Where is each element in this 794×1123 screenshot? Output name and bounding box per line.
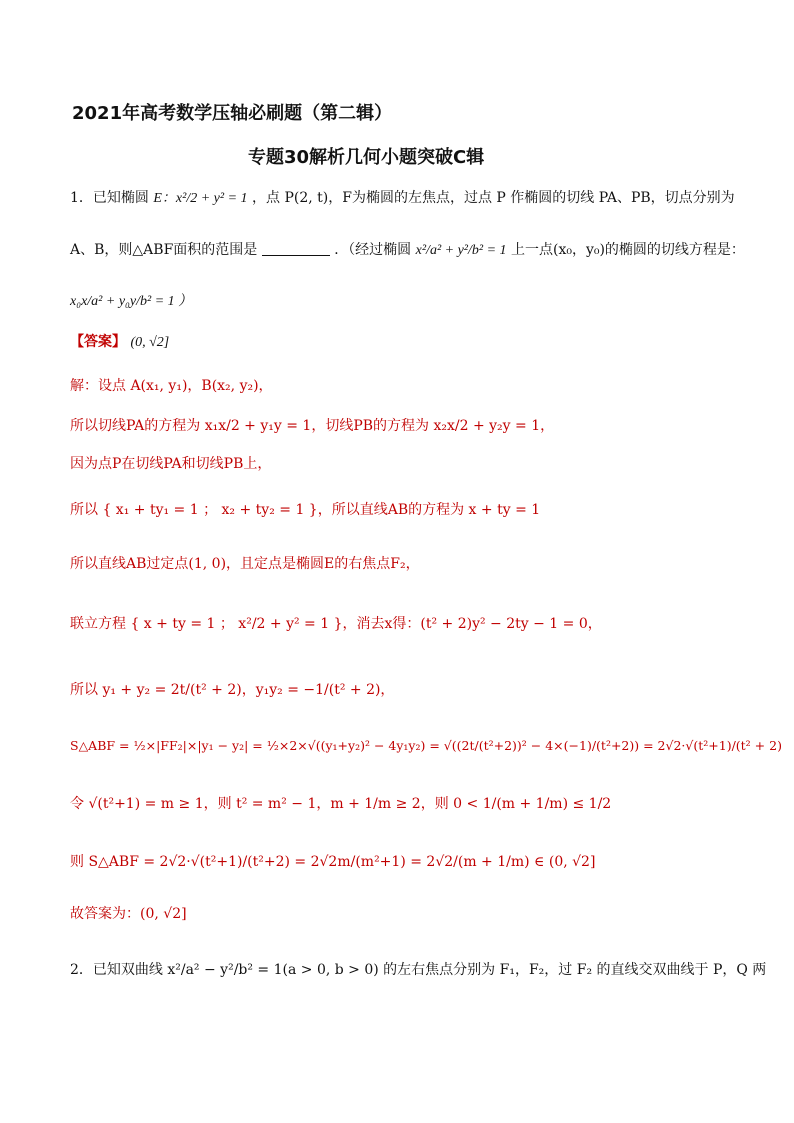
q2-statement-line1: 2．已知双曲线 x²/a² − y²/b² = 1(a > 0, b > 0) 的左右焦点分别为 F₁，F₂，过 F₂ 的直线交双曲线于 P，Q 两 — [70, 962, 767, 978]
q1-statement-line1 — [70, 188, 735, 209]
q1-hint-intro: ．（经过椭圆 — [334, 242, 412, 258]
q1-conditions: ，点 P(2, t)，F为椭圆的左焦点，过点 P 作椭圆的切线 PA、PB，切点分别为 — [252, 190, 735, 206]
solution-step-5: 所以直线AB过定点(1, 0)，且定点是椭圆E的右焦点F₂， — [70, 556, 420, 572]
solution-step-8: S△ABF = ½×|FF₂|×|y₁ − y₂| = ½×2×√((y₁+y₂)² − 4y₁y₂) = √((2t/(t²+2))² − 4×(−1)/(t²+2)) = 2√2·√(t²+1)/(t² + 2) — [70, 738, 782, 753]
solution-step-2: 所以切线PA的方程为 x₁x/2 + y₁y = 1，切线PB的方程为 x₂x/2 + y₂y = 1， — [70, 418, 555, 434]
solution-step-10: 则 S△ABF = 2√2·√(t²+1)/(t²+2) = 2√2m/(m²+1) = 2√2/(m + 1/m) ∈ (0, √2] — [70, 854, 596, 870]
q1-ellipse-eq: E：x²/2 + y² = 1 — [153, 191, 248, 206]
solution-step-9: 令 √(t²+1) = m ≥ 1，则 t² = m² − 1，m + 1/m ≥ 2，则 0 < 1/(m + 1/m) ≤ 1/2 — [70, 796, 612, 812]
doc-title: 2021年高考数学压轴必刷题（第二辑） — [72, 103, 393, 124]
solution-step-3: 因为点P在切线PA和切线PB上， — [70, 456, 272, 472]
answer-tag: 【答案】 — [70, 334, 126, 350]
q1-question: A、B，则△ABF面积的范围是 — [70, 242, 258, 258]
q1-intro: 1．已知椭圆 — [70, 190, 149, 206]
solution-step-4: 所以 { x₁ + ty₁ = 1 ； x₂ + ty₂ = 1 }，所以直线AB的方程为 x + ty = 1 — [70, 502, 541, 518]
q1-answer-line — [70, 332, 169, 353]
q1-tangent-formula: x₀x/a² + y₀y/b² = 1 ） — [70, 294, 193, 309]
q1-hint-ellipse: x²/a² + y²/b² = 1 — [415, 243, 507, 258]
q1-statement-line2 — [70, 240, 745, 261]
solution-step-11: 故答案为：(0, √2] — [70, 906, 187, 922]
solution-step-1: 解：设点 A(x₁, y₁)，B(x₂, y₂)， — [70, 378, 273, 394]
answer-blank — [262, 241, 330, 256]
q1-hint-rest: 上一点(x₀，y₀)的椭圆的切线方程是： — [510, 242, 745, 258]
solution-step-7: 所以 y₁ + y₂ = 2t/(t² + 2)，y₁y₂ = −1/(t² + 2)， — [70, 682, 395, 698]
solution-step-6: 联立方程 { x + ty = 1 ； x²/2 + y² = 1 }，消去x得：(t² + 2)y² − 2ty − 1 = 0， — [70, 616, 602, 632]
answer-value: (0, √2] — [130, 335, 170, 350]
doc-subtitle: 专题30解析几何小题突破C辑 — [248, 147, 485, 168]
